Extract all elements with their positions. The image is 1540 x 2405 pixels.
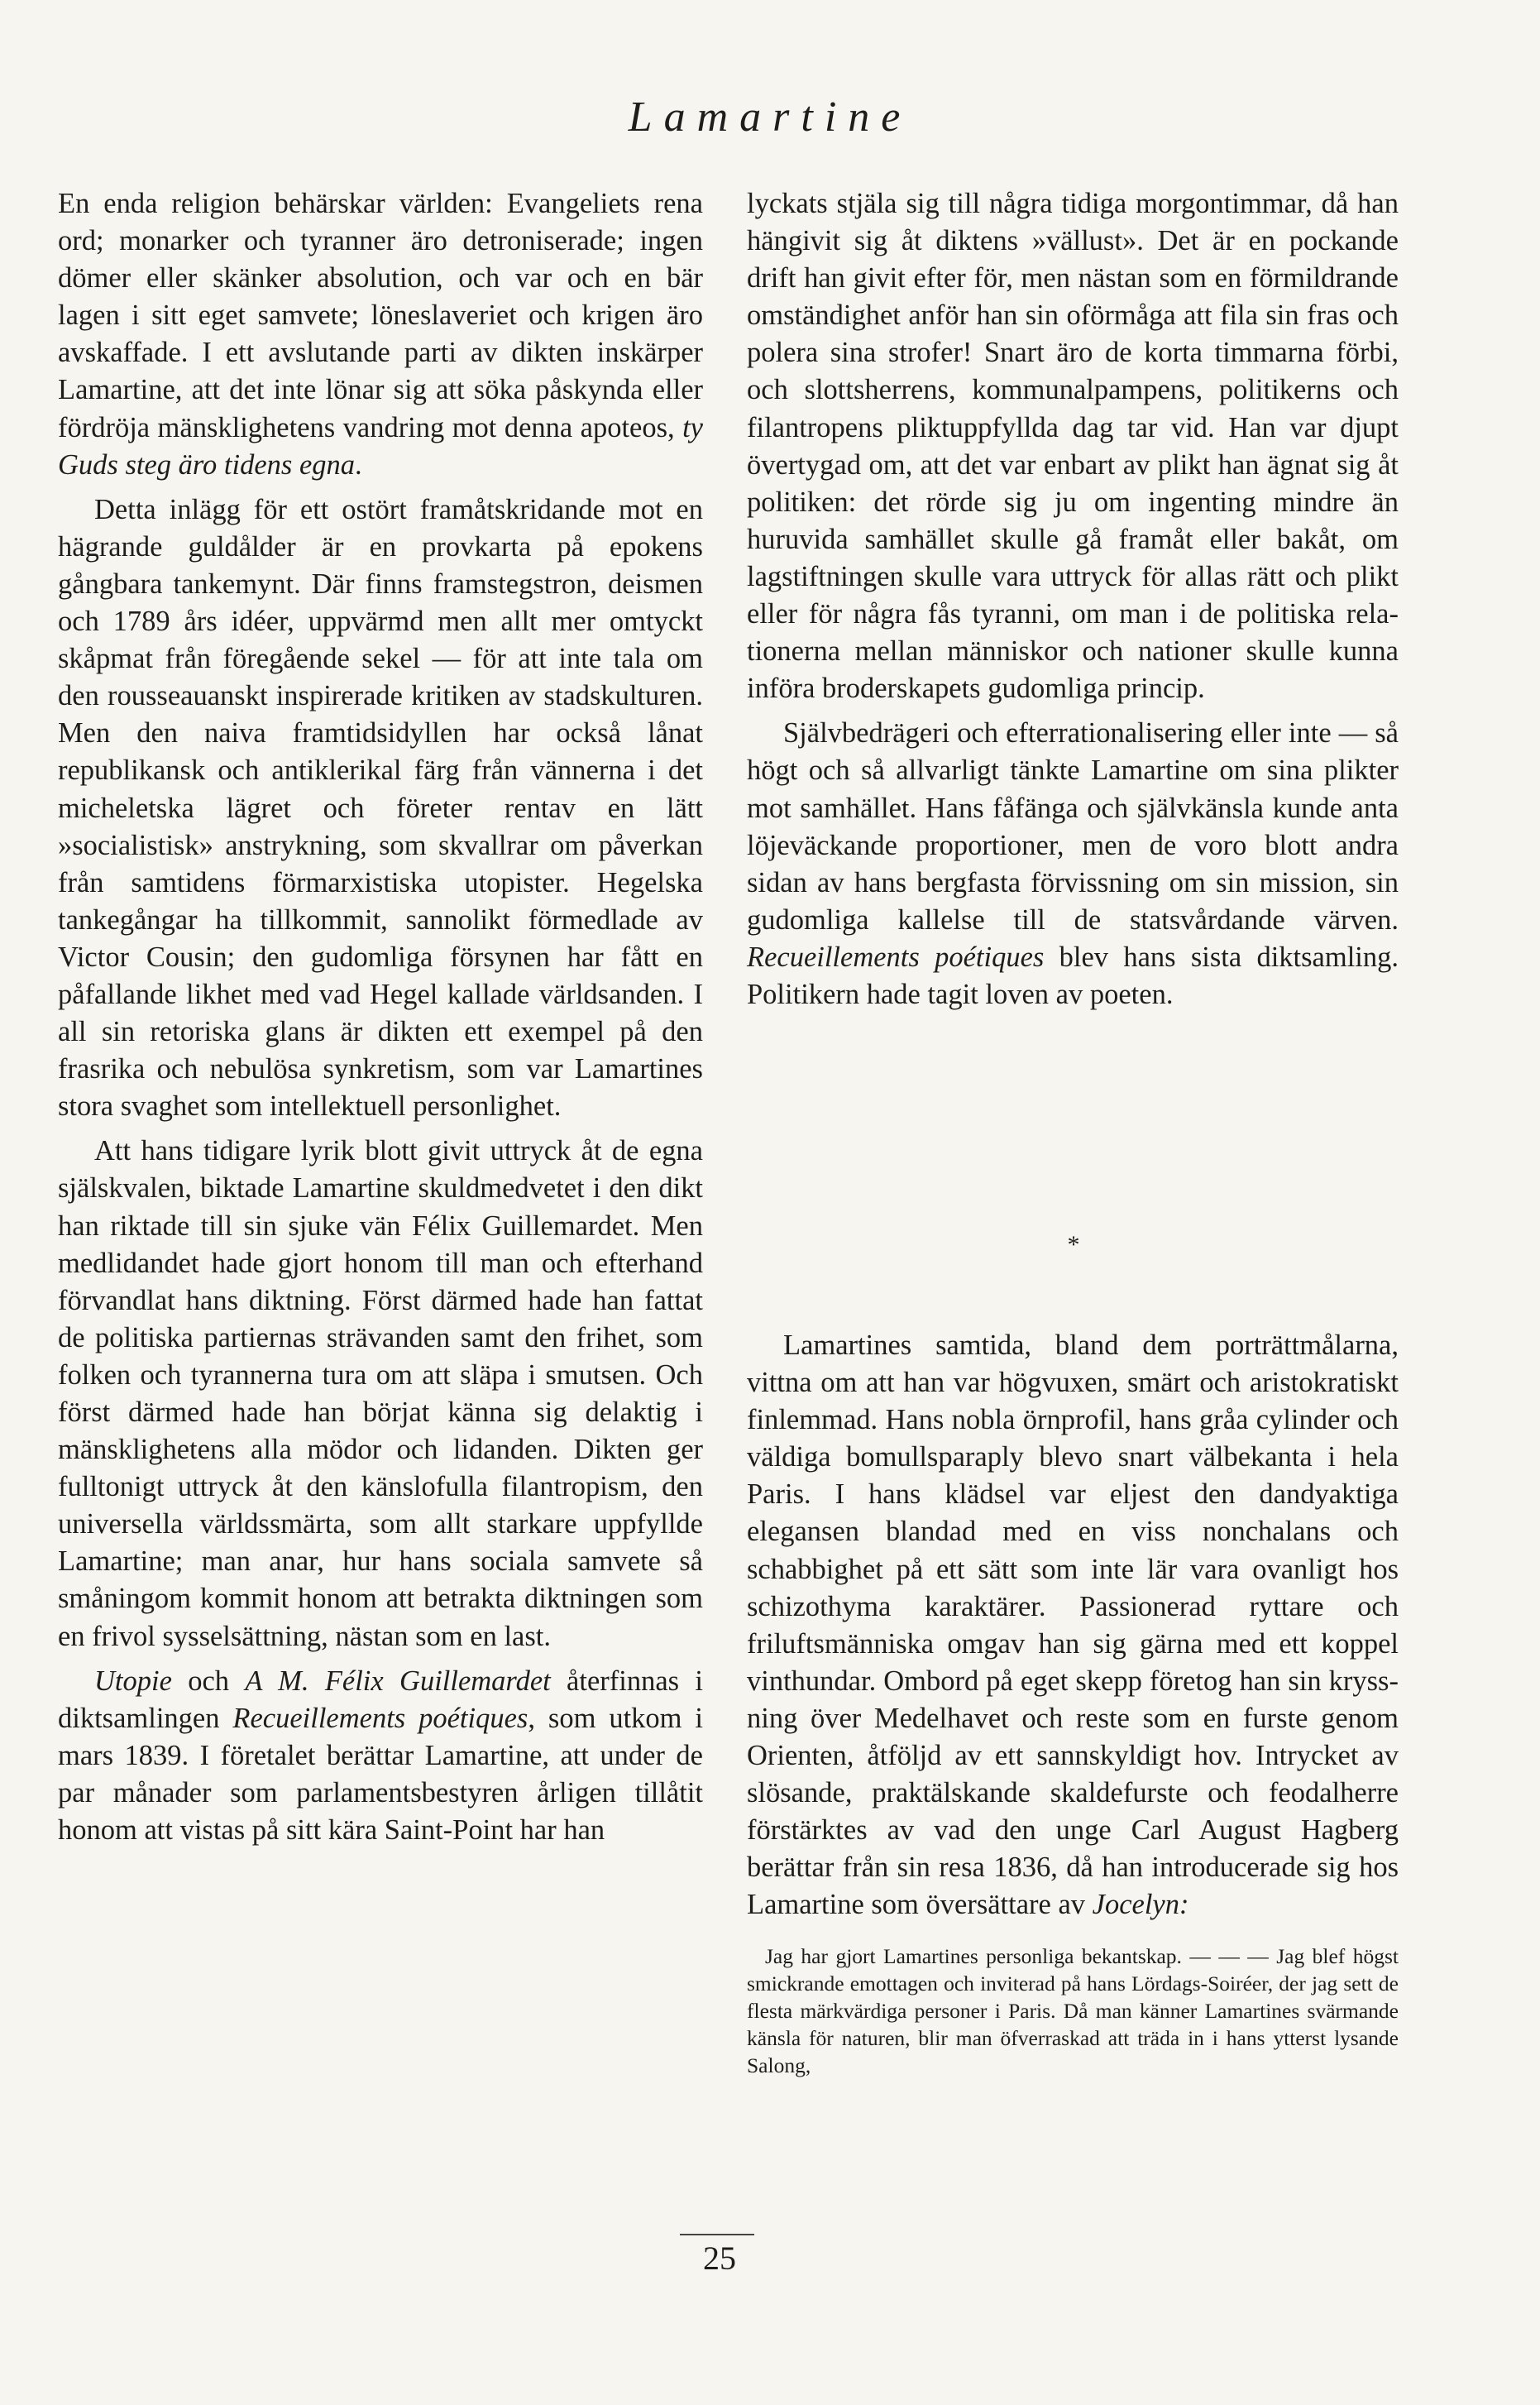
text-run: Detta inlägg för ett ostört framåtskridande mot en hägrande guldålder är en provkarta på epokens gångbara tankemynt. Där finns framstegstron, deismen och 1789 års idéer, uppvärmd men allt mer omtyckt skåpmat från föregående sekel — för att inte tala om den rousseauanskt inspirerade kritiken av stadskulturen. Men den naiva framtidsidyllen har också lånat republikansk och antiklerikal färg från vännerna i det micheletska lägret och företer rentav en lätt »socialistisk» anstrykning, som skvallrar om påverkan från samtidens förmarxistiska utopister. Hegelska tankegångar ha tillkommit, sannolikt förmedlade av Victor Cousin; den gudomliga försynen har fått en påfallande likhet med vad Hegel kallade världsanden. I all sin retoriska glans är dikten ett exempel på den frasrika och nebulösa synkretism, som var Lamartines stora svaghet som intellektuell personlighet.	[58, 493, 703, 1123]
text-run: .	[355, 448, 362, 481]
paragraph	[58, 1663, 703, 1849]
text-run: Självbedrägeri och efterrationalisering eller inte — så högt och så allvarligt tänkte Lamartine om sina plikter mot samhället. Hans fåfänga och självkänsla kunde anta löjeväckande proportioner, men de voro blott andra sidan av hans bergfasta förvissning om sin mission, sin gudomliga kallelse till de statsvårdande värven.	[747, 717, 1399, 936]
folio-rule	[680, 2234, 754, 2235]
paragraph	[58, 491, 703, 1126]
paragraph	[747, 185, 1399, 707]
text-run: Lamartines samtida, bland dem porträttmålarna, vittna om att han var högvuxen, smärt och aristokratiskt finlemmad. Hans nobla örnprofil, hans gråa cylinder och väldiga bomullsparaply blevo snart välbekanta i hela Paris. I hans klädsel var eljest den dandyaktiga elegansen blandad med en viss nonchalans och schabbighet på ett sätt som inte lär vara ovanligt hos schizothyma karaktärer. Passionerad ryttare och friluftsmänniska omgav han sig gärna med ett koppel vinthundar. Ombord på eget skepp företog han sin kryssning över Medelhavet och reste som en furste genom Orienten, åtföljd av ett sannskyldigt hov. Intrycket av slösande, praktälskande skaldefurste och feodalherre förstärktes av vad den unge Carl August Hagberg berättar från sin resa 1836, då han introducerade sig hos Lamartine som översättare av	[747, 1329, 1399, 1921]
running-head: Lamartine	[628, 93, 912, 141]
right-column	[747, 185, 1399, 1021]
section-break: *	[1067, 1231, 1080, 1258]
text-run: och	[171, 1665, 246, 1697]
paragraph	[747, 715, 1399, 1013]
paragraph	[747, 1327, 1399, 1924]
text-run: lyckats stjäla sig till några tidiga morgontimmar, då han hängivit sig åt diktens »vällust». Det är en pockande drift han givit efter för, men nästan som en förmildrande omständighet anför han sin oförmåga att fila sin fras och polera sina strofer! Snart äro de korta timmarna förbi, och slottsherrens, kommunalpampens, politikerns och filantropens pliktuppfyllda dag tar vid. Han var djupt övertygad om, att det var enbart av plikt han ägnat sig åt politiken: det rörde sig ju om ingenting mindre än huruvida samhället skulle gå framåt eller bakåt, om lagstiftningen skulle vara uttryck för allas rätt och plikt eller för några fås tyranni, om man i de politiska relationerna mellan människor och nationer skulle kunna införa broderskapets gudomliga princip.	[747, 188, 1399, 705]
text-run: Att hans tidigare lyrik blott givit uttryck åt de egna själskvalen, biktade Lamartine skuldmedvetet i den dikt han riktade till sin sjuke vän Félix Guillemardet. Men medlidandet hade gjort honom till man och efterhand förvandlat hans diktning. Först därmed hade han fattat de politiska partiernas strävanden samt den frihet, som folken och tyrannerna tura om att släpa i smutsen. Och först därmed hade han börjat känna sig delaktig i mänsklighetens alla mödor och lidanden. Dikten ger fulltonigt uttryck åt den känslofulla filantropism, den universella världssmärta, som allt starkare uppfyllde Lamartine; man anar, hur hans sociala samvete så småningom kommit honom att betrakta diktningen som en frivol sysselsättning, nästan som en last.	[58, 1135, 703, 1652]
italic-text: Recueillements poétiques	[747, 941, 1045, 973]
text-run: , som utkom i mars 1839. I företalet berättar Lamartine, att under de par månader som parlamentsbestyren årligen tillåtit honom att vistas på sitt kära Saint-Point har han	[58, 1702, 703, 1847]
paragraph	[58, 1133, 703, 1655]
block-quote: Jag har gjort Lamartines personliga bekantskap. — — — Jag blef högst smickrande emottagen och inviterad på hans Lördags-Soiréer, der jag sett de flesta märkvärdiga personer i Paris. Då man känner Lamartines svärmande känsla för naturen, blir man öfverraskad att träda in i hans ytterst lysande Salong,	[747, 1943, 1399, 2077]
text-run: återfinnas i diktsamlingen	[58, 1665, 703, 1734]
italic-text: Jocelyn:	[1092, 1889, 1189, 1921]
italic-text: Utopie	[94, 1665, 172, 1697]
text-run: En enda religion behärskar världen: Evangeliets rena ord; monarker och tyranner äro detroniserade; ingen dömer eller skänker absolution, och var och en bär lagen i sitt eget samvete; löneslaveriet och krigen äro avskaffade. I ett avslutande parti av dikten inskärper Lamartine, att det inte lönar sig att söka påskynda eller fördröja mänsklighetens vandring mot denna apoteos,	[58, 188, 703, 443]
right-column-lower	[747, 1327, 1399, 2079]
left-column	[58, 185, 703, 1856]
page-number: 25	[703, 2240, 736, 2277]
italic-text: A M. Félix Guillemardet	[245, 1665, 551, 1697]
paragraph	[58, 185, 703, 484]
italic-text: Recueillements poétiques	[232, 1702, 528, 1734]
text-run: blev hans sista diktsamling. Politikern hade tagit loven av poeten.	[747, 941, 1399, 1010]
italic-text: ty Guds steg äro tidens egna	[58, 411, 703, 481]
